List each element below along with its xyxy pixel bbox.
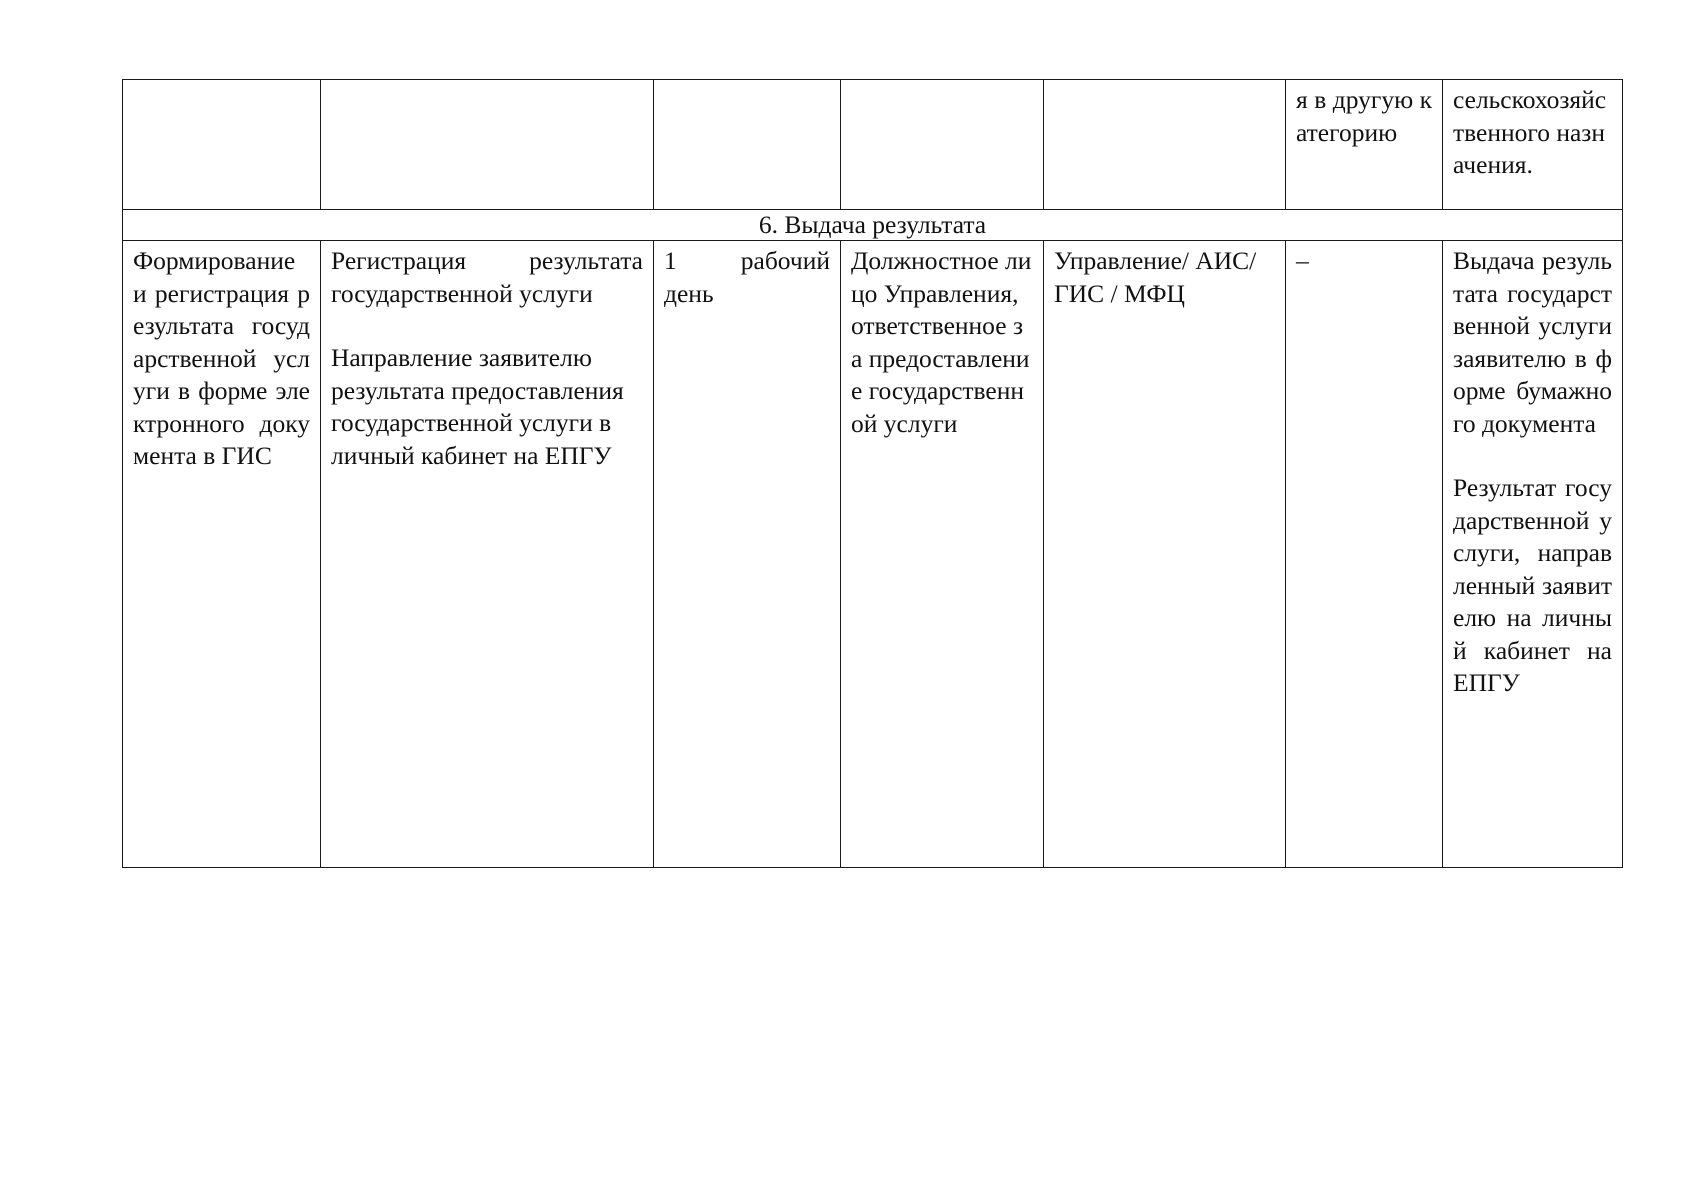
cell-top-5 <box>1044 80 1286 210</box>
continuation-text-7: сельскохозяйственного назначения. <box>1453 85 1607 179</box>
procedure-text: Формирование и регистрация результата государственной услуги в форме электронного документа в ГИС <box>133 246 310 470</box>
continuation-row <box>123 80 1623 210</box>
system-text: Управление/ АИС/ГИС / МФЦ <box>1054 246 1257 308</box>
cell-criteria <box>1286 241 1443 868</box>
result-text-1: Выдача результата государственной услуги заявителю в форме бумажного документа <box>1453 246 1612 438</box>
action-text-2: Направление заявителю результата предоставления государственной услуги в личный кабинет на ЕПГУ <box>331 343 624 470</box>
action-text-1: Регистрация результата государственной услуги <box>331 246 643 308</box>
duration-unit: рабочий <box>740 246 830 275</box>
cell-responsible <box>841 241 1044 868</box>
cell-action <box>321 241 654 868</box>
procedure-table <box>122 79 1623 868</box>
cell-top-3 <box>654 80 841 210</box>
cell-top-6 <box>1286 80 1443 210</box>
criteria-text: – <box>1296 246 1309 275</box>
cell-top-2 <box>321 80 654 210</box>
cell-duration <box>654 241 841 868</box>
table-row <box>123 241 1623 868</box>
cell-system <box>1044 241 1286 868</box>
result-text-2: Результат государственной услуги, направленный заявителю на личный кабинет на ЕПГУ <box>1453 473 1612 697</box>
duration-rest: день <box>664 278 714 308</box>
duration-line <box>664 245 830 278</box>
cell-top-7 <box>1443 80 1623 210</box>
section-row <box>123 210 1623 241</box>
cell-top-4 <box>841 80 1044 210</box>
duration-number: 1 <box>664 246 677 275</box>
section-title: 6. Выдача результата <box>123 210 1623 241</box>
continuation-text-6: я в другую категорию <box>1296 85 1432 147</box>
responsible-text: Должностное лицо Управления, ответственное за предоставление государственной услуги <box>851 246 1032 438</box>
cell-top-1 <box>123 80 321 210</box>
cell-procedure <box>123 241 321 868</box>
cell-result <box>1443 241 1623 868</box>
